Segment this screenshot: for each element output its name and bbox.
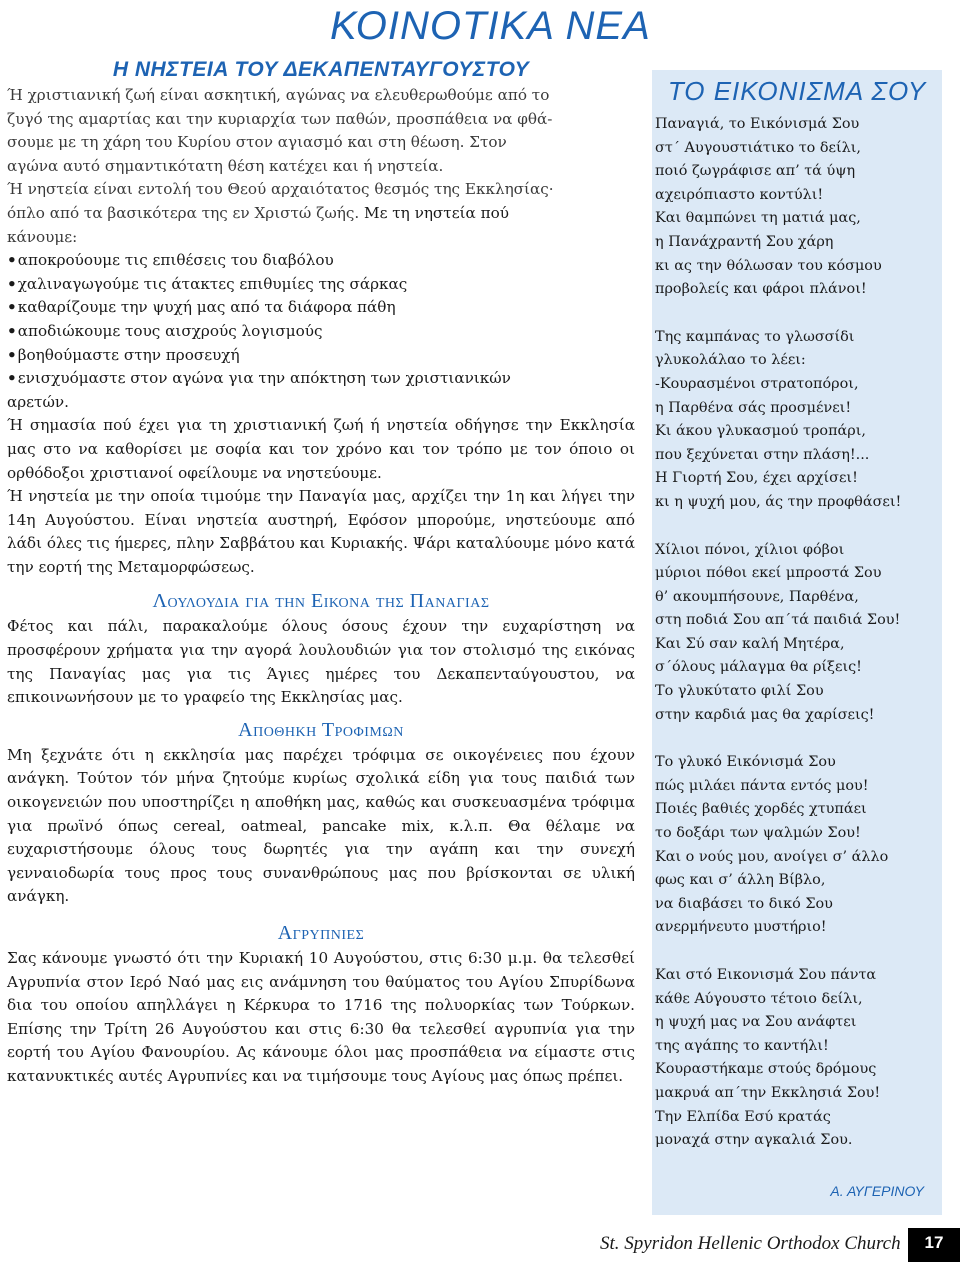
poem-line: της αγάπης το καντήλι! xyxy=(655,1037,829,1054)
poem-line: Και Σύ σαν καλή Μητέρα, xyxy=(655,635,845,652)
poem-line: στη ποδιά Σου απ΄τά παιδιά Σου! xyxy=(655,612,901,629)
poem-line: Το γλυκό Εικόνισμά Σου xyxy=(655,754,836,771)
page-title: ΚΟΙΝΟΤΙΚΑ ΝΕΑ xyxy=(330,4,651,48)
fasting-intro xyxy=(7,84,635,249)
poem-stanza xyxy=(655,326,942,515)
poem-line: στ΄ Αυγουστιάτικο το δείλι, xyxy=(655,139,861,156)
church-name: St. Spyridon Hellenic Orthodox Church xyxy=(600,1233,901,1254)
poem-line: κι η ψυχή μου, άς την προφθάσει! xyxy=(655,493,902,510)
intro-tail: Με τη νηστεία πού xyxy=(359,203,509,222)
poem-line: μοναχά στην αγκαλιά Σου. xyxy=(655,1132,853,1149)
poem-line: Η Γιορτή Σου, έχει αρχίσει! xyxy=(655,470,858,487)
poem-line: ποιό ζωγράφισε απ’ τά ύψη xyxy=(655,163,856,180)
poem-line: ανερμήνευτο μυστήριο! xyxy=(655,919,827,936)
fasting-bullet: • χαλιναγωγούμε τις άτακτες επιθυμίες της σάρκας xyxy=(7,273,635,297)
poem-line: κάθε Αύγουστο τέτοιο δείλι, xyxy=(655,990,863,1007)
poem-line: φως και σ’ άλλη Βίβλο, xyxy=(655,872,826,889)
poem-line: θ’ ακουμπήσουνε, Παρθένα, xyxy=(655,588,859,605)
poem-line: Και στό Εικονισμά Σου πάντα xyxy=(655,967,877,983)
poem-line: Παναγιά, το Εικόνισμά Σου xyxy=(655,116,860,132)
poem-title: ΤΟ ΕΙΚΟΝΙΣΜΑ ΣΟΥ xyxy=(667,76,927,106)
page-number: 17 xyxy=(908,1228,960,1262)
poem-line: στην καρδιά μας θα χαρίσεις! xyxy=(655,706,875,723)
vigils-text: Σας κάνουμε γνωστό ότι την Κυριακή 10 Αυγούστου, στις 6:30 μ.μ. θα τελεσθεί Αγρυπνία στον Ιερό Ναό μας εις ανάμνηση του θαύματος του Αγίου Σπυρίδωνα δια του οποίου απηλλάγει η Κέρκυρα το 1716 της πολυορκίας των Τούρκων. Επίσης την Τρίτη 26 Αυγούστου και στις 6:30 θα τελεσθεί αγρυπνία για την εορτή του Αγίου Φανουρίου. Ας κάνουμε όλοι μας προσπάθεια να είμαστε στις κατανυκτικές αυτές Αγρυπνίες και να τιμήσουμε τους Αγίους μας όπως πρέπει. xyxy=(7,949,635,1085)
intro-text: όπλο από τα βασικότερα της εν Χριστώ ζωής. xyxy=(7,203,360,222)
poem-line: Κι άκου γλυκασμού τροπάρι, xyxy=(655,423,866,440)
intro-line: Ή χριστιανική ζωή είναι ασκητική, αγώνας να ελευθερωθούμε από το xyxy=(7,86,550,104)
poem-line: σ΄όλους μάλαγμα θα ρίξεις! xyxy=(655,659,862,676)
poem-line: Κουραστήκαμε στούς δρόμους xyxy=(655,1061,877,1078)
poem-line: αχειρόπιαστο κοντύλι! xyxy=(655,186,824,203)
pantry-text: Μη ξεχνάτε ότι η εκκλησία μας παρέχει τρόφιμα σε οικογένειες που έχουν ανάγκη. Τούτον τόν μήνα ζητούμε κυρίως σχολικά είδη για τους παιδιά των οικογενειών που υποστηρίζει η αποθήκη μας, καθώς και συσκευασμένα τρόφιμα για πρωϊνό όπως cereal, oatmeal, pancake mix, κ.λ.π. Θα θέλαμε να ευχαριστήσουμε όλους τους δωρητές για την αγάπη και την συνεχή γενναιοδωρία τους προς τους συνανθρώπους μας που βρίσκονται σε υλική ανάγκη. xyxy=(7,745,635,906)
poem-line: Το γλυκύτατο φιλί Σου xyxy=(655,683,824,700)
fasting-bullet: • βοηθούμαστε στην προσευχή xyxy=(7,344,635,368)
poem-line: η ψυχή μας να Σου ανάφτει xyxy=(655,1014,857,1031)
poem-line: -Κουρασμένοι στρατοπόροι, xyxy=(655,375,859,392)
poem-line: που ξεχύνεται στην πλάση!... xyxy=(655,446,870,463)
poem-line: Ποιές βαθιές χορδές χτυπάει xyxy=(655,801,867,818)
poem-line: μύριοι πόθοι εκεί μπροστά Σου xyxy=(655,565,882,582)
poem-line: γλυκολάλαο το λέει: xyxy=(655,352,806,369)
poem-line: μακρυά απ΄την Εκκλησιά Σου! xyxy=(655,1084,881,1101)
vigils-heading: Αγρυπνιες xyxy=(277,922,365,944)
poem-line: κι ας την θόλωσαν του κόσμου xyxy=(655,257,882,274)
intro-line: ζυγό της αμαρτίας και την κυριαρχία των παθών, προσπάθεια να φθά- xyxy=(7,109,553,128)
poem-line: Και ο νούς μου, ανοίγει σ’ άλλο xyxy=(655,848,889,865)
fasting-paragraph-2: Ή νηστεία με την οποία τιμούμε την Παναγία μας, αρχίζει την 1η και λήγει την 14η Αυγούστου. Είναι νηστεία αυστηρή, Εφόσον μπορούμε, νηστεύουμε από λάδι όλες τις ήμερες, πλην Σαββάτου και Κυριακής. Ψάρι καταλύουμε μόνο κατά την εορτή της Μεταμορφώσεως. xyxy=(7,487,635,576)
poem-stanza xyxy=(655,539,942,728)
fasting-heading: Η ΝΗΣΤΕΙΑ ΤΟΥ ΔΕΚΑΠΕΝΤΑΥΓΟΥΣΤΟΥ xyxy=(112,58,530,81)
fasting-bullet: • ενισχυόμαστε στον αγώνα για την απόκτηση των χριστιανικών xyxy=(7,367,635,391)
fasting-bullet: • αποκρούουμε τις επιθέσεις του διαβόλου xyxy=(7,249,635,273)
poem-sidebar xyxy=(652,70,942,1215)
left-column xyxy=(7,58,635,1089)
flowers-heading: Λουλουδια για την Εικονα της Παναγιας xyxy=(152,590,490,613)
poem-line: πώς μιλάει πάντα εντός μου! xyxy=(655,777,869,794)
poem-line: να διαβάσει το δικό Σου xyxy=(655,895,833,912)
newsletter-header xyxy=(330,4,651,54)
intro-line: σουμε με τη χάρη του Κυρίου στον αγιασμό και στη θέωση. Στον xyxy=(7,133,507,152)
intro-line xyxy=(7,202,635,226)
poem-line: προβολείς και φάροι πλάνοι! xyxy=(655,281,867,298)
poem-author: Α. ΑΥΓΕΡΙΝΟΥ xyxy=(830,1183,924,1199)
poem-line: Και θαμπώνει τη ματιά μας, xyxy=(655,210,861,227)
intro-line: Ή νηστεία είναι εντολή του Θεού αρχαιότατος θεσμός της Εκκλησίας· xyxy=(7,180,554,199)
fasting-bullet: • αποδιώκουμε τους αισχρούς λογισμούς xyxy=(7,320,635,344)
page-footer xyxy=(600,1228,960,1262)
intro-line: κάνουμε: xyxy=(7,227,78,246)
poem-line: η Πανάχραντή Σου χάρη xyxy=(655,233,834,250)
pantry-heading: Αποθηκη Τροφιμων xyxy=(238,718,404,741)
poem-line: Της καμπάνας το γλωσσίδι xyxy=(655,328,855,345)
poem-line: η Παρθένα σάς προσμένει! xyxy=(655,399,852,416)
intro-line: αγώνα αυτό σημαντικότατη θέση κατέχει και ή νηστεία. xyxy=(7,156,444,175)
poem-line: Την Ελπίδα Εσύ κρατάς xyxy=(655,1108,831,1125)
fasting-paragraph-1: Ή σημασία πού έχει για τη χριστιανική ζωή ή νηστεία οδήγησε την Εκκλησία μας στο να καθορίσει με σοφία και τον χρόνο και τον τρόπο με τον όποιο οι ορθόδοξοι χριστιανοί οφείλουμε να νηστεύουμε. xyxy=(7,416,635,482)
poem-stanza xyxy=(655,113,942,302)
poem-stanza xyxy=(655,751,942,940)
poem-stanza xyxy=(655,964,942,1153)
poem-line: το δοξάρι των ψαλμών Σου! xyxy=(655,825,861,842)
poem-line: Χίλιοι πόνοι, χίλιοι φόβοι xyxy=(655,541,845,558)
flowers-text: Φέτος και πάλι, παρακαλούμε όλους όσους έχουν την ευχαρίστηση να προσφέρουν χρήματα για την αγορά λουλουδιών για τον στολισμό της εικόνας της Παναγίας μας για τις Άγιες ημέρες του Δεκαπενταύγουστου, να επικοινωνήσουν με το γραφείο της Εκκλησίας μας. xyxy=(7,617,635,707)
fasting-bullet: • καθαρίζουμε την ψυχή μας από τα διάφορα πάθη xyxy=(7,296,635,320)
bullet-tail: αρετών. xyxy=(7,392,69,411)
